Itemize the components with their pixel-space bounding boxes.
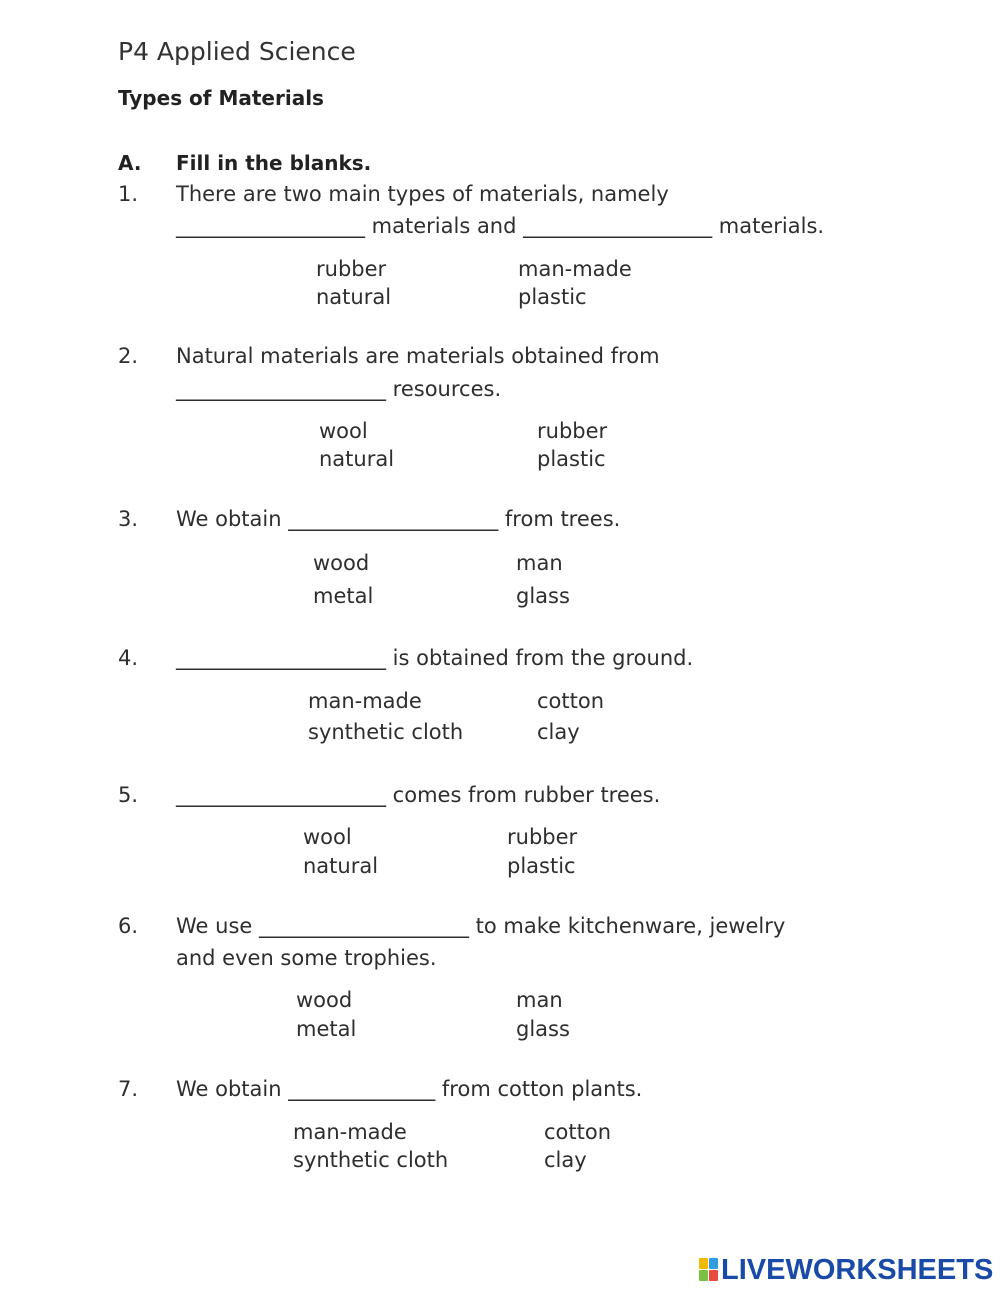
answer-option[interactable]: clay — [537, 720, 580, 744]
answer-option[interactable]: wood — [296, 988, 353, 1012]
question-text-continued: and even some trophies. — [176, 946, 437, 970]
answer-option[interactable]: glass — [516, 584, 570, 608]
worksheet-topic: Types of Materials — [118, 86, 324, 110]
answer-option[interactable]: wool — [303, 825, 352, 849]
question-number: 3. — [118, 507, 139, 531]
question-number: 6. — [118, 914, 139, 938]
section-title: Fill in the blanks. — [176, 151, 372, 175]
answer-option[interactable]: cotton — [537, 689, 605, 713]
answer-option[interactable]: rubber — [507, 825, 578, 849]
question-number: 4. — [118, 646, 139, 670]
liveworksheets-logo[interactable]: LIVEWORKSHEETS — [721, 1254, 994, 1286]
answer-option[interactable]: rubber — [537, 419, 608, 443]
answer-option[interactable]: natural — [319, 447, 395, 471]
answer-option[interactable]: man — [516, 551, 563, 575]
answer-option[interactable]: man-made — [293, 1120, 407, 1144]
question-text[interactable]: ____________________ is obtained from the ground. — [176, 646, 694, 670]
question-text[interactable]: We use ____________________ to make kitchenware, jewelry — [176, 914, 786, 938]
question-text[interactable]: We obtain ____________________ from trees. — [176, 507, 621, 531]
answer-option[interactable]: natural — [316, 285, 392, 309]
question-blank-line[interactable]: __________________ materials and __________________ materials. — [176, 214, 825, 238]
answer-option[interactable]: man — [516, 988, 563, 1012]
question-text[interactable]: ____________________ comes from rubber trees. — [176, 783, 661, 807]
answer-option[interactable]: wood — [313, 551, 370, 575]
question-text: Natural materials are materials obtained from — [176, 344, 660, 368]
answer-option[interactable]: plastic — [518, 285, 587, 309]
answer-option[interactable]: plastic — [507, 854, 576, 878]
question-text: There are two main types of materials, namely — [176, 182, 669, 206]
answer-option[interactable]: plastic — [537, 447, 606, 471]
answer-option[interactable]: wool — [319, 419, 368, 443]
answer-option[interactable]: synthetic cloth — [308, 720, 464, 744]
answer-option[interactable]: clay — [544, 1148, 587, 1172]
question-text[interactable]: We obtain ______________ from cotton plants. — [176, 1077, 643, 1101]
question-number: 1. — [118, 182, 139, 206]
answer-option[interactable]: natural — [303, 854, 379, 878]
question-blank-line[interactable]: ____________________ resources. — [176, 377, 502, 401]
course-title: P4 Applied Science — [118, 37, 356, 66]
answer-option[interactable]: metal — [296, 1017, 357, 1041]
liveworksheets-logo-icon — [699, 1258, 719, 1282]
question-number: 5. — [118, 783, 139, 807]
answer-option[interactable]: cotton — [544, 1120, 612, 1144]
answer-option[interactable]: man-made — [308, 689, 422, 713]
answer-option[interactable]: synthetic cloth — [293, 1148, 449, 1172]
answer-option[interactable]: man-made — [518, 257, 632, 281]
answer-option[interactable]: rubber — [316, 257, 387, 281]
question-number: 7. — [118, 1077, 139, 1101]
section-letter: A. — [118, 151, 142, 175]
answer-option[interactable]: glass — [516, 1017, 570, 1041]
answer-option[interactable]: metal — [313, 584, 374, 608]
question-number: 2. — [118, 344, 139, 368]
